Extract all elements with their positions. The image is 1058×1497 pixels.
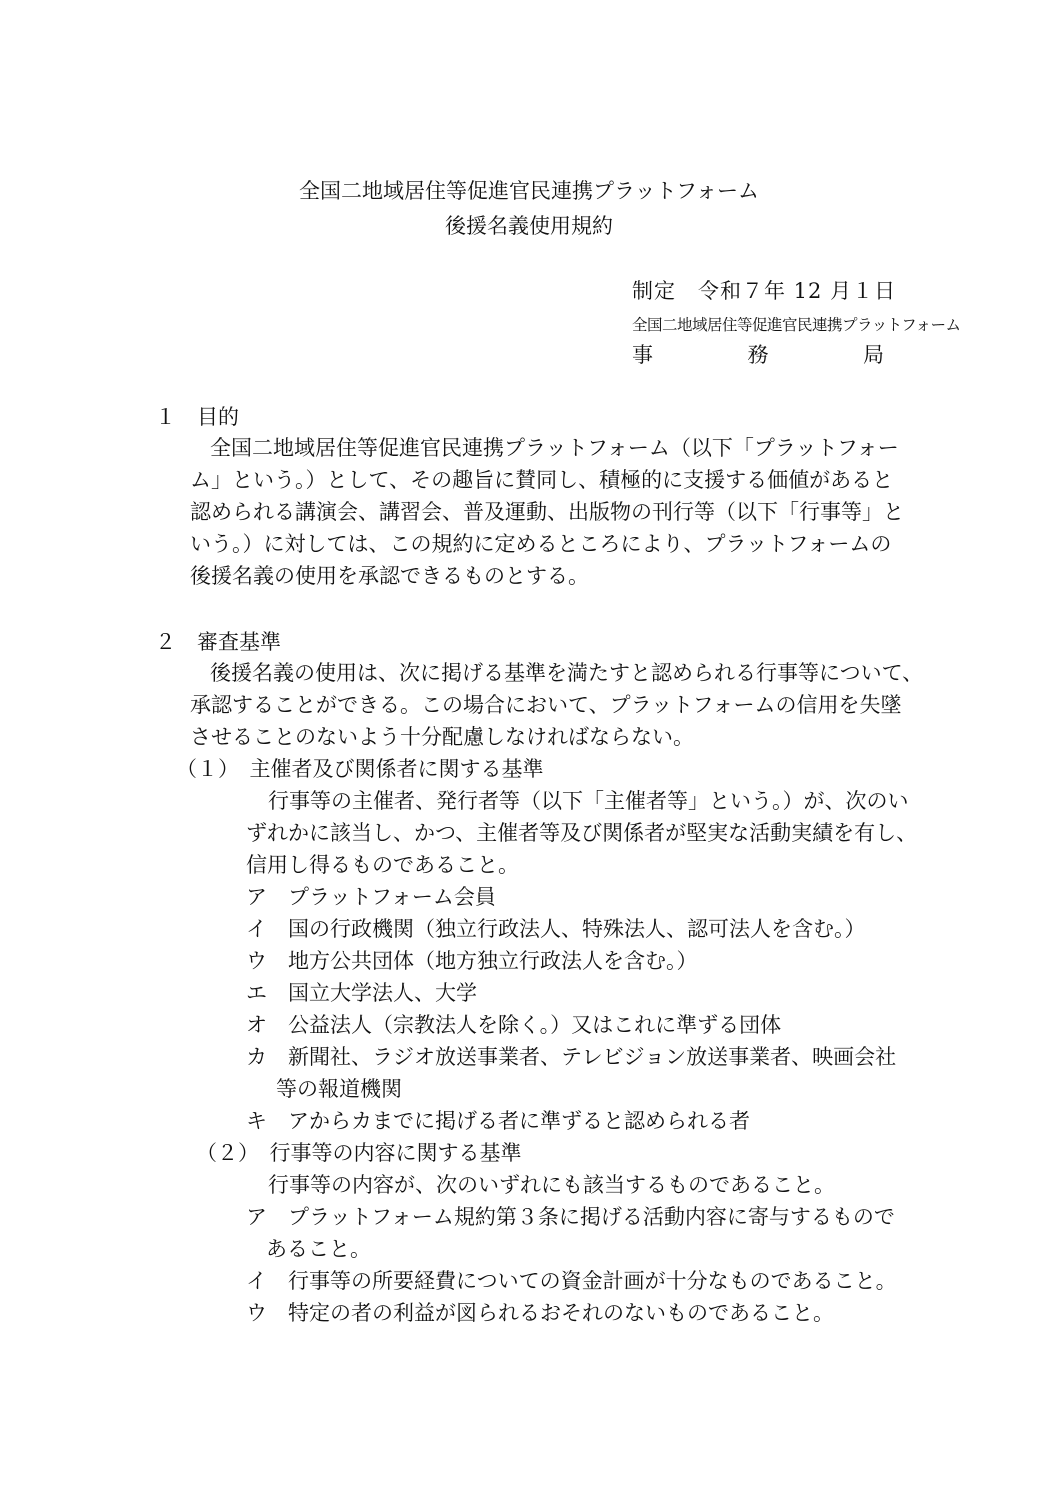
doc-title-line2: 後援名義使用規約 [445,214,613,238]
section1-line: 後援名義の使用を承認できるものとする。 [190,564,589,588]
issuer-office [632,340,884,370]
list-item: カ 新聞社、ラジオ放送事業者、テレビジョン放送事業者、映画会社 [246,1045,897,1069]
section2-line: 後援名義の使用は、次に掲げる基準を満たすと認められる行事等について、 [210,661,924,685]
section1-line: 全国二地域居住等促進官民連携プラットフォーム（以下「プラットフォー [210,436,899,460]
doc-title-line1: 全国二地域居住等促進官民連携プラットフォーム [299,179,759,203]
subsection2-line: 行事等の内容が、次のいずれにも該当するものであること。 [268,1173,835,1197]
section1-line: いう。）に対しては、この規約に定めるところにより、プラットフォームの [190,532,892,556]
list-item: エ 国立大学法人、大学 [246,981,477,1005]
list-item: キ アからカまでに掲げる者に準ずると認められる者 [246,1109,750,1133]
list-item: ア プラットフォーム規約第３条に掲げる活動内容に寄与するもので [246,1205,895,1229]
section2-heading: ２ 審査基準 [155,630,281,654]
list-item: オ 公益法人（宗教法人を除く。）又はこれに準ずる団体 [246,1013,782,1037]
section1-line: 認められる講演会、講習会、普及運動、出版物の刊行等（以下「行事等」と [190,500,904,524]
office-char-3: 局 [863,343,884,367]
list-item: イ 国の行政機関（独立行政法人、特殊法人、認可法人を含む。） [246,917,866,941]
office-char-1: 事 [632,343,653,367]
list-item-continuation: 等の報道機関 [276,1077,402,1101]
office-char-2: 務 [747,343,769,367]
section2-line: させることのないよう十分配慮しなければならない。 [190,725,694,749]
list-item: イ 行事等の所要経費についての資金計画が十分なものであること。 [246,1269,897,1293]
list-item: ア プラットフォーム会員 [246,885,496,909]
subsection1-line: 行事等の主催者、発行者等（以下「主催者等」という。）が、次のい [268,789,909,813]
enactment-date: 制定 令和７年 12 月１日 [632,279,897,303]
subsection1-line: 信用し得るものであること。 [246,853,519,877]
subsection2-heading: （２） 行事等の内容に関する基準 [196,1141,522,1165]
list-item: ウ 地方公共団体（地方独立行政法人を含む。） [246,949,698,973]
section2-line: 承認することができる。この場合において、プラットフォームの信用を失墜 [190,693,902,717]
list-item-continuation: あること。 [266,1237,371,1261]
subsection1-line: ずれかに該当し、かつ、主催者等及び関係者が堅実な活動実績を有し、 [246,821,918,845]
issuer-org: 全国二地域居住等促進官民連携プラットフォーム [632,316,961,334]
subsection1-heading: （１） 主催者及び関係者に関する基準 [176,757,544,781]
section1-heading: １ 目的 [155,405,239,429]
list-item: ウ 特定の者の利益が図られるおそれのないものであること。 [246,1301,834,1325]
section1-line: ム」という。）として、その趣旨に賛同し、積極的に支援する価値があると [190,468,894,492]
